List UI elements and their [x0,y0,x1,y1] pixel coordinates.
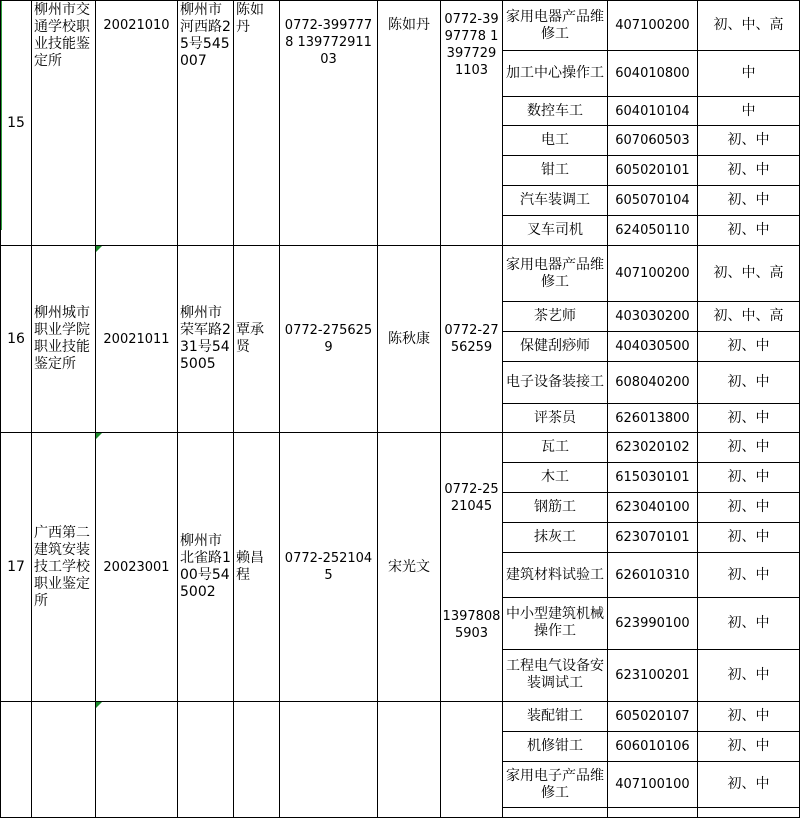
person-phone[interactable]: 0772-3997778 13977291103 [441,1,503,246]
job-name[interactable]: 抹灰工 [503,523,608,553]
job-name[interactable]: 瓦工 [503,433,608,463]
job-level[interactable]: 初、中 [698,433,800,463]
org-name[interactable] [32,702,96,818]
job-name[interactable]: 木工 [503,463,608,493]
job-level[interactable]: 初、中 [698,762,800,808]
job-level[interactable]: 初、中 [698,362,800,404]
job-name[interactable]: 家用电器产品维修工 [503,246,608,302]
job-name[interactable]: 装配钳工 [503,702,608,732]
table-row [1,246,800,302]
org-code[interactable]: 20021011 [96,246,178,433]
job-code[interactable] [608,808,698,818]
table-row [1,433,800,463]
job-code[interactable]: 623070101 [608,523,698,553]
row-index[interactable]: 17 [1,433,32,702]
person-name[interactable]: 陈秋康 [378,246,441,433]
org-address[interactable]: 柳州市荣军路231号545005 [178,246,234,433]
job-level[interactable]: 初、中 [698,597,800,649]
row-index[interactable]: 15 [1,1,32,246]
contact-name[interactable] [234,702,280,818]
org-code[interactable]: 20023001 [96,433,178,702]
table-row [1,702,800,732]
job-name[interactable]: 机修钳工 [503,732,608,762]
job-code[interactable]: 606010106 [608,732,698,762]
job-code[interactable]: 608040200 [608,362,698,404]
job-level[interactable]: 中 [698,51,800,97]
job-code[interactable]: 623040100 [608,493,698,523]
job-code[interactable]: 626013800 [608,404,698,433]
job-name[interactable]: 钢筋工 [503,493,608,523]
contact-name[interactable]: 覃承贤 [234,246,280,433]
job-code[interactable]: 403030200 [608,302,698,332]
org-name[interactable]: 柳州市交通学校职业技能鉴定所 [32,1,96,246]
job-code[interactable]: 623100201 [608,649,698,701]
contact-phone[interactable]: 0772-3997778 13977291103 [280,1,378,246]
org-name[interactable]: 柳州城市职业学院职业技能鉴定所 [32,246,96,433]
job-name[interactable]: 汽车装调工 [503,186,608,216]
job-name[interactable]: 电工 [503,126,608,156]
job-code[interactable]: 605020101 [608,156,698,186]
org-code[interactable]: 20021010 [96,1,178,246]
org-address[interactable]: 柳州市河西路25号545007 [178,1,234,246]
job-level[interactable]: 初、中 [698,216,800,246]
job-level[interactable]: 初、中 [698,404,800,433]
job-code[interactable]: 605070104 [608,186,698,216]
job-level[interactable]: 初、中 [698,732,800,762]
job-level[interactable] [698,808,800,818]
job-code[interactable]: 604010104 [608,97,698,126]
job-name[interactable]: 钳工 [503,156,608,186]
job-level[interactable]: 初、中 [698,126,800,156]
job-name[interactable]: 评茶员 [503,404,608,433]
job-code[interactable]: 407100200 [608,1,698,51]
job-code[interactable]: 626010310 [608,553,698,597]
job-name[interactable]: 数控车工 [503,97,608,126]
job-code[interactable]: 623020102 [608,433,698,463]
job-level[interactable]: 初、中 [698,702,800,732]
contact-phone[interactable]: 0772-2521045 [280,433,378,702]
job-code[interactable]: 605020107 [608,702,698,732]
job-name[interactable]: 加工中心操作工 [503,51,608,97]
contact-phone[interactable]: 0772-2756259 [280,246,378,433]
job-code[interactable]: 615030101 [608,463,698,493]
org-address[interactable] [178,702,234,818]
job-name[interactable]: 中小型建筑机械操作工 [503,597,608,649]
person-name[interactable]: 宋光文 [378,433,441,702]
job-level[interactable]: 初、中 [698,332,800,362]
job-name[interactable]: 建筑材料试验工 [503,553,608,597]
person-name[interactable]: 陈如丹 [378,1,441,246]
person-phone-cell[interactable] [441,433,503,702]
contact-name[interactable]: 陈如丹 [234,1,280,246]
job-code[interactable]: 607060503 [608,126,698,156]
job-code[interactable]: 604010800 [608,51,698,97]
job-level[interactable]: 初、中、高 [698,1,800,51]
job-name[interactable]: 家用电子产品维修工 [503,762,608,808]
job-level[interactable]: 初、中 [698,493,800,523]
org-name[interactable]: 广西第二建筑安装技工学校职业鉴定所 [32,433,96,702]
job-name[interactable]: 保健刮痧师 [503,332,608,362]
person-name[interactable] [378,702,441,818]
job-name[interactable]: 茶艺师 [503,302,608,332]
job-name[interactable]: 电子设备装接工 [503,362,608,404]
person-phone[interactable] [441,702,503,818]
job-code[interactable]: 407100200 [608,246,698,302]
job-name[interactable]: 家用电器产品维修工 [503,1,608,51]
job-level[interactable]: 初、中 [698,523,800,553]
contact-name[interactable]: 赖昌程 [234,433,280,702]
job-level[interactable]: 初、中 [698,649,800,701]
contact-phone[interactable] [280,702,378,818]
job-code[interactable]: 407100100 [608,762,698,808]
job-code[interactable]: 404030500 [608,332,698,362]
job-level[interactable]: 中 [698,97,800,126]
job-code[interactable]: 624050110 [608,216,698,246]
job-level[interactable]: 初、中 [698,463,800,493]
row-index[interactable]: 16 [1,246,32,433]
row-index[interactable] [1,702,32,818]
job-code[interactable]: 623990100 [608,597,698,649]
org-code[interactable] [96,702,178,818]
job-level[interactable]: 初、中 [698,186,800,216]
person-phone-mobile: 13978085903 [442,609,501,641]
job-name[interactable] [503,808,608,818]
job-level[interactable]: 初、中 [698,156,800,186]
job-level[interactable]: 初、中、高 [698,246,800,302]
job-level[interactable]: 初、中、高 [698,302,800,332]
table-row [1,1,800,51]
person-phone[interactable]: 0772-2756259 [441,246,503,433]
job-name[interactable]: 叉车司机 [503,216,608,246]
job-level[interactable]: 初、中 [698,553,800,597]
org-address[interactable]: 柳州市北雀路100号545002 [178,433,234,702]
job-name[interactable]: 工程电气设备安装调试工 [503,649,608,701]
person-phone-office: 0772-2521045 [444,482,499,514]
